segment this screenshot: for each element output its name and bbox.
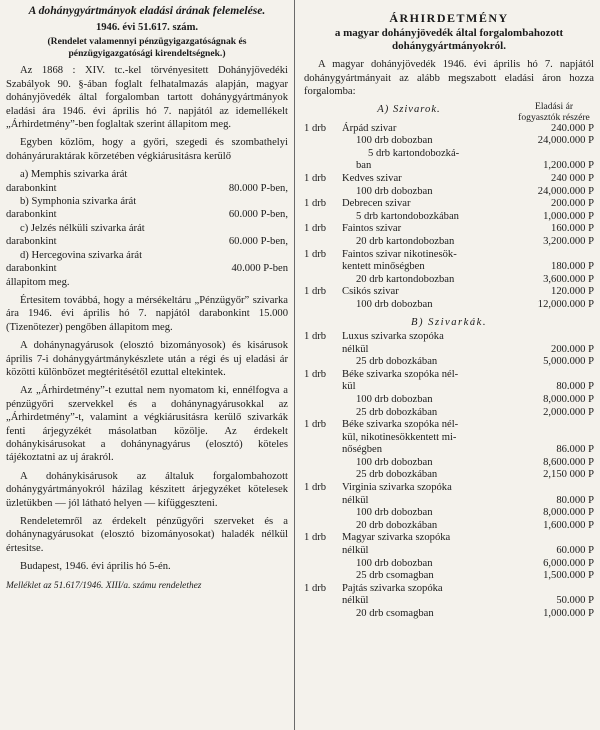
price-item — [6, 195, 288, 222]
row-price: 6,000.000 P — [543, 557, 594, 569]
price-item-amount: 60.000 P-ben, — [228, 236, 288, 248]
row-price: 240.000 P — [551, 122, 594, 134]
price-row — [304, 432, 594, 445]
paragraph-2: Egyben közlöm, hogy a győri, szegedi és szombathelyi dohányáruraktárak körzetében végkiárusitásra kerülő — [6, 137, 288, 162]
row-description: 20 drb kartondobozban — [356, 273, 455, 285]
row-description: Faintos szivar — [342, 223, 402, 235]
row-price: 5,000.000 P — [543, 356, 594, 368]
row-price: 8,000.000 P — [543, 393, 594, 405]
row-description: 100 drb dobozban — [356, 393, 433, 405]
row-price: 24,000.000 P — [537, 185, 594, 197]
price-row — [304, 369, 594, 382]
column-divider — [294, 0, 295, 730]
items-closing: állapitom meg. — [6, 276, 70, 288]
price-row — [304, 173, 594, 186]
row-price: 2,000.000 P — [543, 406, 594, 418]
price-column-header: Eladási ár fogyasztók részére — [518, 100, 590, 123]
price-item-label: a) Memphis szivarka árát — [20, 169, 128, 181]
row-description: 100 drb dobozban — [356, 456, 433, 468]
row-price: 3,200.000 P — [543, 235, 594, 247]
price-row — [304, 186, 594, 199]
section-cigarettes-heading: B) Szivarkák. — [411, 316, 487, 328]
price-row — [304, 444, 594, 457]
row-description: 25 drb dobozkában — [356, 406, 438, 418]
price-row — [304, 558, 594, 571]
decree-title: A dohánygyártmányok eladási árának felemelése. — [28, 4, 266, 17]
row-description: 100 drb dobozban — [356, 507, 433, 519]
price-row — [304, 356, 594, 369]
price-row — [304, 148, 594, 161]
row-quantity: 1 drb — [304, 286, 327, 298]
row-price: 2,150 000 P — [543, 469, 594, 481]
row-description: nélkül — [342, 343, 369, 355]
row-price: 24,000.000 P — [537, 135, 594, 147]
price-item-label: c) Jelzés nélküli szivarka árát — [20, 222, 145, 234]
price-row — [304, 570, 594, 583]
row-description: 20 drb csomagban — [356, 608, 434, 619]
notice-intro: A magyar dohányjövedék 1946. évi április hó 7. napjától dohánygyártmányait az alább megszabott eladási áron hozza forgalomba: — [304, 59, 594, 98]
decree-number: 1946. évi 51.617. szám. — [95, 22, 199, 33]
paragraph-7: Rendeletemről az érdekelt pénzügyőri szerveket és a dohánynagyárusokat (elosztó bizományosokat) haladék nélkül értesitse. — [6, 516, 288, 554]
price-item-unit: darabonkint — [6, 236, 57, 248]
price-row — [304, 507, 594, 520]
row-price: 3,600.000 P — [543, 273, 594, 285]
row-description: Luxus szivarka szopóka — [342, 330, 444, 342]
price-item — [6, 249, 288, 276]
row-description: Árpád szivar — [342, 122, 397, 134]
price-row — [304, 545, 594, 558]
price-row — [304, 249, 594, 262]
row-description: 5 drb kartondobozká- — [368, 147, 460, 159]
right-column — [304, 0, 594, 621]
row-description: Béke szivarka szopóka nél- — [342, 368, 459, 380]
price-row — [304, 160, 594, 173]
price-row — [304, 286, 594, 299]
price-row — [304, 331, 594, 344]
row-quantity: 1 drb — [304, 173, 327, 184]
row-description: Pajtás szivarka szopóka — [342, 582, 443, 594]
row-description: kentett minőségben — [342, 261, 425, 273]
price-item-label: b) Symphonia szivarka árát — [20, 196, 137, 208]
row-quantity: 1 drb — [304, 582, 327, 594]
price-row — [304, 407, 594, 420]
price-row — [304, 236, 594, 249]
row-description: ban — [356, 160, 372, 172]
row-quantity: 1 drb — [304, 482, 327, 494]
row-price: 80.000 P — [556, 381, 594, 393]
row-price: 50.000 P — [556, 595, 594, 607]
price-row — [304, 595, 594, 608]
row-description: Virginia szivarka szopóka — [342, 482, 452, 494]
row-quantity: 1 drb — [304, 330, 327, 342]
price-row — [304, 532, 594, 545]
price-row — [304, 419, 594, 432]
row-description: nőségben — [342, 444, 383, 456]
price-item-unit: darabonkint — [6, 263, 57, 275]
paragraph-5: Az „Árhirdetmény”-t ezuttal nem nyomatom ki, ennélfogva a pénzügyőri szervekkel és a dohánynagyárusokkal az „Árhirdetmény”-t, valamint a végkiárusitásra kerülő szivarkák fenti árjegyzékét másolatban közölje. Az érdekelt dohánykisárusokat a dohánynagyárus (elosztó) köteles tájékoztatni az uj árakról. — [6, 385, 288, 464]
row-description: 20 drb kartondobozban — [356, 235, 455, 247]
price-row — [304, 211, 594, 224]
row-description: kül — [342, 381, 356, 393]
row-price: 120.000 P — [551, 286, 594, 298]
row-description: 20 drb dobozkában — [356, 519, 438, 531]
decree-subtitle: (Rendelet valamennyi pénzügyigazgatóságnak és pénzügyigazgatósági kirendeltségnek.) — [47, 36, 247, 59]
price-item-amount: 80.000 P-ben, — [228, 182, 288, 194]
row-description: nélkül — [342, 595, 369, 607]
row-quantity: 1 drb — [304, 419, 327, 431]
row-description: Kedves szivar — [342, 173, 402, 184]
row-price: 8,600.000 P — [543, 456, 594, 468]
price-row — [304, 583, 594, 596]
price-row — [304, 608, 594, 621]
price-row — [304, 274, 594, 287]
decree-date: Budapest, 1946. évi április hó 5-én. — [20, 561, 171, 573]
row-price: 80.000 P — [556, 494, 594, 506]
row-price: 1,000.000 P — [543, 210, 594, 222]
row-description: 100 drb dobozban — [356, 557, 433, 569]
paragraph-6: A dohánykisárusok az általuk forgalombahozott dohánygyártmányokról házilag készitett árjegyzéket kötelesek üzletükben — jól látható helyen — kifüggeszteni. — [6, 470, 288, 509]
price-row — [304, 123, 594, 136]
row-description: 100 drb dobozban — [356, 298, 433, 310]
row-quantity: 1 drb — [304, 122, 327, 134]
row-price: 1,500.000 P — [543, 570, 594, 582]
row-quantity: 1 drb — [304, 223, 327, 235]
row-price: 200.000 P — [551, 198, 594, 210]
price-row — [304, 261, 594, 274]
row-description: Csikós szivar — [342, 286, 399, 298]
row-quantity: 1 drb — [304, 532, 327, 544]
price-item-list — [6, 168, 288, 275]
price-item-unit: darabonkint — [6, 209, 57, 221]
price-row — [304, 299, 594, 312]
row-price: 1,600.000 P — [543, 519, 594, 531]
row-price: 1,200.000 P — [543, 160, 594, 172]
section-cigars-heading: A) Szivarok. — [377, 103, 441, 115]
row-description: 100 drb dobozban — [356, 135, 433, 147]
row-price: 60.000 P — [556, 545, 594, 557]
row-price: 180.000 P — [551, 261, 594, 273]
row-description: nélkül — [342, 545, 369, 557]
notice-title: ÁRHIRDETMÉNY — [389, 11, 509, 25]
row-description: kül, nikotinesökkentett mi- — [342, 431, 457, 443]
row-price: 1,000.000 P — [543, 608, 594, 619]
row-price: 12,000.000 P — [537, 298, 594, 310]
price-item-unit: darabonkint — [6, 182, 57, 194]
price-row — [304, 223, 594, 236]
price-row — [304, 469, 594, 482]
row-quantity: 1 drb — [304, 368, 327, 380]
cigar-price-table — [304, 123, 594, 312]
price-row — [304, 381, 594, 394]
row-price: 160.000 P — [551, 223, 594, 235]
row-description: Faintos szivar nikotinesök- — [342, 248, 457, 260]
price-item-label: d) Hercegovina szivarka árát — [20, 249, 143, 261]
row-price: 8,000.000 P — [543, 507, 594, 519]
row-price: 86.000 P — [556, 444, 594, 456]
price-row — [304, 520, 594, 533]
row-price: 240 000 P — [551, 173, 594, 184]
price-row — [304, 495, 594, 508]
paragraph-3: Értesitem továbbá, hogy a mérsékeltáru „Pénzügyőr” szivarka ára 1946. évi április hó 7. napjától darabonkint 15.000 (Tizenötezer) pengőben állapitom meg. — [6, 294, 288, 333]
row-description: 25 drb dobozkában — [356, 469, 438, 481]
paragraph-4: A dohánynagyárusok (elosztó bizományosok) és kisárusok április 7-i dohánygyártmánykészlete után a régi és uj eladási ár közötti különbözet megtéritésétől ezuttal eltekintek. — [6, 340, 288, 378]
price-row — [304, 394, 594, 407]
price-item-amount: 60.000 P-ben, — [228, 209, 288, 221]
price-row — [304, 135, 594, 148]
row-price: 200.000 P — [551, 343, 594, 355]
row-description: 25 drb dobozkában — [356, 356, 438, 368]
left-column — [6, 0, 288, 593]
row-quantity: 1 drb — [304, 198, 327, 210]
row-quantity: 1 drb — [304, 248, 327, 260]
price-item — [6, 168, 288, 195]
price-row — [304, 344, 594, 357]
paragraph-1: Az 1868 : XIV. tc.-kel törvényesitett Dohányjövedéki Szabályok 90. §-ában foglalt felhatalmazás alapján, magyar dohányjövedék által forgalomban tartott dohánygyártmányok eladási ára 1946. évi április hó 7. napjától az idemellékelt „Árhirdetmény”-ben foglaltak szerint állapitom meg. — [6, 65, 288, 131]
row-description: Béke szivarka szopóka nél- — [342, 419, 459, 431]
price-item — [6, 222, 288, 249]
annex-footer: Melléklet az 51.617/1946. XIII/a. számu rendelethez — [6, 580, 202, 591]
row-description: 5 drb kartondobozkában — [356, 210, 459, 222]
row-description: 100 drb dobozban — [356, 185, 433, 197]
price-row — [304, 457, 594, 470]
price-row — [304, 198, 594, 211]
price-row — [304, 482, 594, 495]
cigarette-price-table — [304, 331, 594, 621]
row-description: Debrecen szivar — [342, 198, 411, 210]
row-description: nélkül — [342, 494, 369, 506]
row-description: Magyar szivarka szopóka — [342, 532, 451, 544]
notice-subtitle: a magyar dohányjövedék által forgalombahozott dohánygyártmányokról. — [334, 27, 564, 53]
row-description: 25 drb csomagban — [356, 570, 434, 582]
price-item-amount: 40.000 P-ben — [231, 263, 288, 275]
